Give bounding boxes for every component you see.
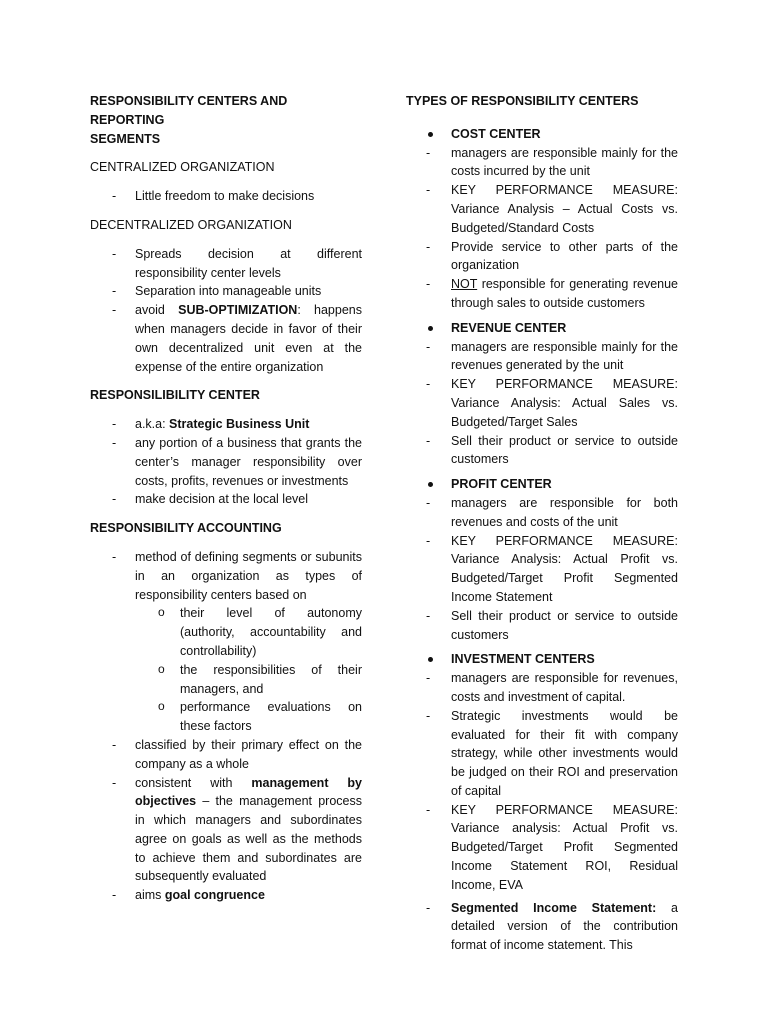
profit-center-label: PROFIT CENTER	[406, 475, 678, 494]
sub-list-item: o the responsibilities of their managers, and	[90, 661, 362, 699]
cost-center-list	[406, 144, 678, 313]
text-run: a.k.a:	[135, 417, 170, 432]
list-item	[90, 886, 362, 905]
responsibility-center-heading: RESPONSILIBILITY CENTER	[90, 388, 260, 403]
investment-centers-label: INVESTMENT CENTERS	[406, 650, 678, 669]
text-run: avoid	[135, 303, 179, 318]
list-item: - Spreads decision at different responsibility center levels	[90, 245, 362, 283]
list-item	[90, 774, 362, 887]
decentralized-list	[90, 245, 362, 377]
underlined-term: NOT	[451, 277, 478, 292]
types-title: TYPES OF RESPONSIBILITY CENTERS	[406, 94, 639, 108]
list-item: - KEY PERFORMANCE MEASURE: Variance Analysis: Actual Profit vs. Budgeted/Target Profit Segmented Income Statement	[406, 532, 678, 607]
text-run: : happens when managers decide in favor of their own decentralized unit even at the expense of the entire organization	[135, 303, 362, 374]
decentralized-heading: DECENTRALIZED ORGANIZATION	[90, 217, 292, 232]
sub-list-item: o performance evaluations on these factors	[90, 698, 362, 736]
text-run: a detailed version of the contribution format of income statement. This	[451, 900, 678, 953]
list-item	[406, 899, 678, 955]
list-item	[90, 415, 362, 434]
document-title	[90, 92, 362, 148]
responsibility-center-list	[90, 415, 362, 509]
list-item: - make decision at the local level	[90, 490, 362, 509]
bold-term: SUB-OPTIMIZATION	[178, 303, 298, 318]
document-title-line1: RESPONSIBILITY CENTERS AND REPORTING	[90, 94, 288, 127]
right-column	[406, 92, 678, 955]
list-item: - KEY PERFORMANCE MEASURE: Variance Analysis – Actual Costs vs. Budgeted/Standard Costs	[406, 181, 678, 237]
list-item: - managers are responsible for both revenues and costs of the unit	[406, 494, 678, 532]
bold-term: management by objectives	[135, 775, 362, 809]
investment-centers-list	[406, 669, 678, 955]
centralized-heading: CENTRALIZED ORGANIZATION	[90, 160, 275, 175]
list-item: - KEY PERFORMANCE MEASURE: Variance Analysis: Actual Sales vs. Budgeted/Target Sales	[406, 375, 678, 431]
profit-center-list	[406, 494, 678, 644]
list-item	[406, 275, 678, 313]
list-item: - Separation into manageable units	[90, 282, 362, 301]
bold-term: goal congruence	[164, 888, 265, 903]
list-item: - Sell their product or service to outside customers	[406, 432, 678, 470]
list-item: - method of defining segments or subunits in an organization as types of responsibility centers based on	[90, 548, 362, 604]
list-item: - Little freedom to make decisions	[90, 187, 362, 206]
responsibility-accounting-list	[90, 548, 362, 905]
text-run: – the management process in which managers and subordinates agree on goals as well as the methods to achieve them and subordinates are subsequently evaluated	[135, 794, 362, 884]
sub-list-item: o their level of autonomy (authority, accountability and controllability)	[90, 604, 362, 660]
list-item: - Provide service to other parts of the organization	[406, 238, 678, 276]
list-item: - managers are responsible mainly for the revenues generated by the unit	[406, 338, 678, 376]
text-run: aims	[135, 888, 165, 903]
list-item: - any portion of a business that grants the center’s manager responsibility over costs, profits, revenues or investments	[90, 434, 362, 490]
list-item	[90, 301, 362, 376]
left-column	[90, 92, 362, 905]
list-item: - managers are responsible mainly for the costs incurred by the unit	[406, 144, 678, 182]
revenue-center-list	[406, 338, 678, 470]
bold-term: Segmented Income Statement:	[451, 900, 657, 915]
bold-term: Strategic Business Unit	[169, 417, 310, 432]
list-item: - Strategic investments would be evaluated for their fit with company strategy, while other investments would be judged on their ROI and preservation of capital	[406, 707, 678, 801]
text-run: responsible for generating revenue through sales to outside customers	[451, 277, 678, 310]
list-item: - classified by their primary effect on the company as a whole	[90, 736, 362, 774]
text-run: consistent with	[135, 775, 252, 790]
revenue-center-label: REVENUE CENTER	[406, 319, 678, 338]
cost-center-label: COST CENTER	[406, 125, 678, 144]
responsibility-accounting-heading: RESPONSIBILITY ACCOUNTING	[90, 521, 282, 536]
list-item: - KEY PERFORMANCE MEASURE: Variance analysis: Actual Profit vs. Budgeted/Target Profit Segmented Income Statement ROI, Residual Income, EVA	[406, 801, 678, 895]
list-item: - Sell their product or service to outside customers	[406, 607, 678, 645]
centralized-list	[90, 187, 362, 206]
document-title-line2: SEGMENTS	[90, 131, 161, 146]
list-item: - managers are responsible for revenues, costs and investment of capital.	[406, 669, 678, 707]
